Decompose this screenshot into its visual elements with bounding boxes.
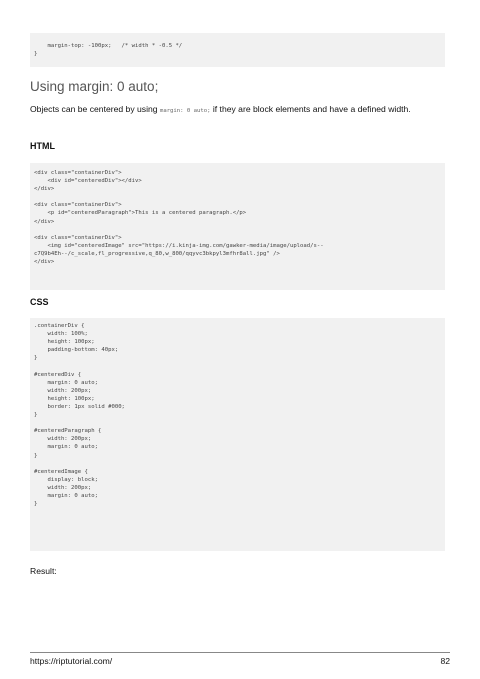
css-code-block: .containerDiv { width: 100%; height: 100px; padding-bottom: 40px; } #centeredDiv { margin: 0 auto; width: 200px; height: 100px; border: 1px solid #000; } #centeredParagraph { width: 200px; margin: 0 auto; } #centeredImage { display: block; width: 200px; margin: 0 auto; } bbox=[30, 318, 445, 551]
result-label: Result: bbox=[30, 566, 57, 576]
css-heading: CSS bbox=[30, 297, 49, 307]
intro-text-before: Objects can be centered by using bbox=[30, 104, 160, 114]
code-block-top: margin-top: -100px; /* width * -0.5 */ } bbox=[30, 33, 445, 67]
html-code-block: <div class="containerDiv"> <div id="centeredDiv"></div> </div> <div class="containerDiv"> <p id="centeredParagraph">This is a centered paragraph.</p> </div> <div class="containerDiv"> <img id="centeredImage" src="https://i.kinja-img.com/gawker-media/image/upload/s-- c7Q9b4Eh--/c_scale,fl_progressive,q_80,w_800/qqyvc3bkpyl3mfhr8all.jpg" /> </div> bbox=[30, 163, 445, 290]
inline-code: margin: 0 auto; bbox=[159, 108, 211, 114]
html-heading: HTML bbox=[30, 141, 55, 151]
section-title: Using margin: 0 auto; bbox=[30, 79, 159, 94]
footer-divider bbox=[30, 652, 450, 653]
footer-link[interactable]: https://riptutorial.com/ bbox=[30, 656, 113, 666]
intro-paragraph bbox=[30, 103, 450, 118]
intro-text-after: if they are block elements and have a defined width. bbox=[210, 104, 411, 114]
page-number: 82 bbox=[440, 656, 450, 666]
